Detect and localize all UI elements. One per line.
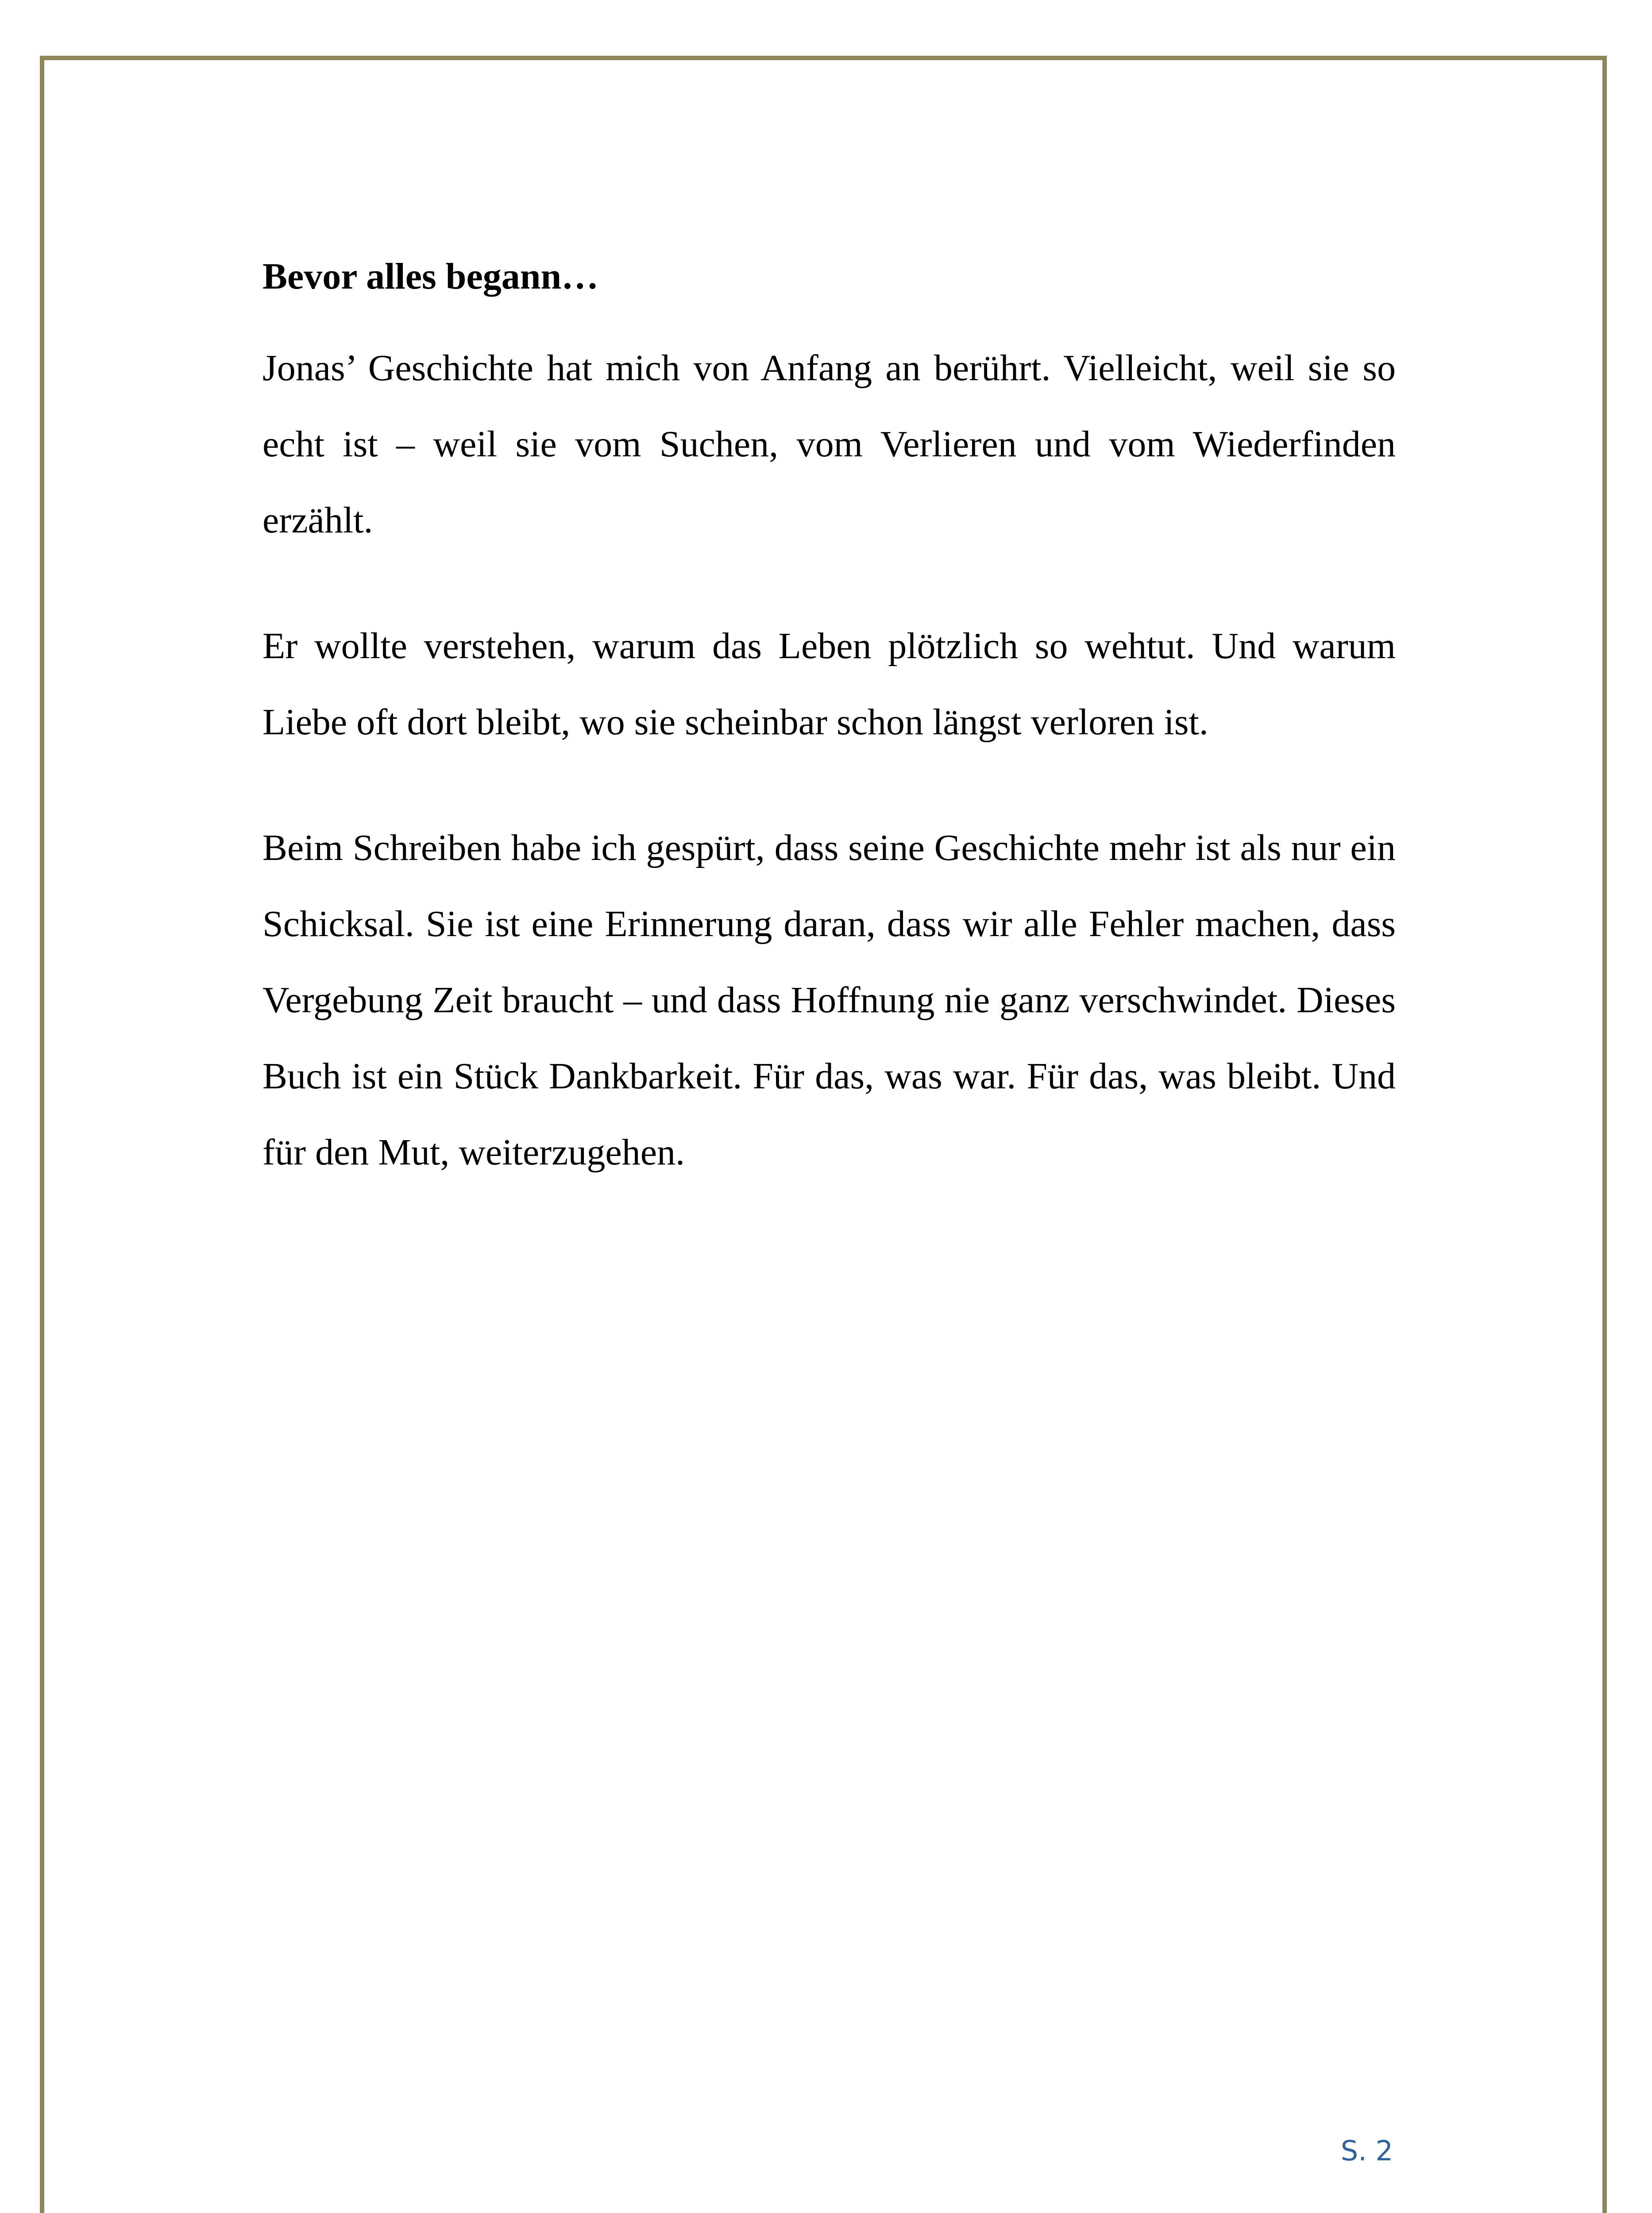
paragraph-2: Er wollte verstehen, warum das Leben plötzlich so wehtut. Und warum Liebe oft dort bleibt, wo sie scheinbar schon längst verloren ist. <box>262 625 1396 743</box>
section-heading: Bevor alles begann… <box>262 256 599 297</box>
paragraph-3: Beim Schreiben habe ich gespürt, dass seine Geschichte mehr ist als nur ein Schicksal. Sie ist eine Erinnerung daran, dass wir alle Fehler machen, dass Vergebung Zeit braucht – und dass Hoffnung nie ganz verschwindet. Dieses Buch ist ein Stück Dankbarkeit. Für das, was war. Für das, was bleibt. Und für den Mut, weiterzugehen. <box>262 827 1396 1173</box>
paragraph-1: Jonas’ Geschichte hat mich von Anfang an berührt. Vielleicht, weil sie so echt ist – weil sie vom Suchen, vom Verlieren und vom Wiederfinden erzählt. <box>262 347 1396 541</box>
page-number: S. 2 <box>1340 2135 1393 2167</box>
page-content <box>262 254 1396 1240</box>
